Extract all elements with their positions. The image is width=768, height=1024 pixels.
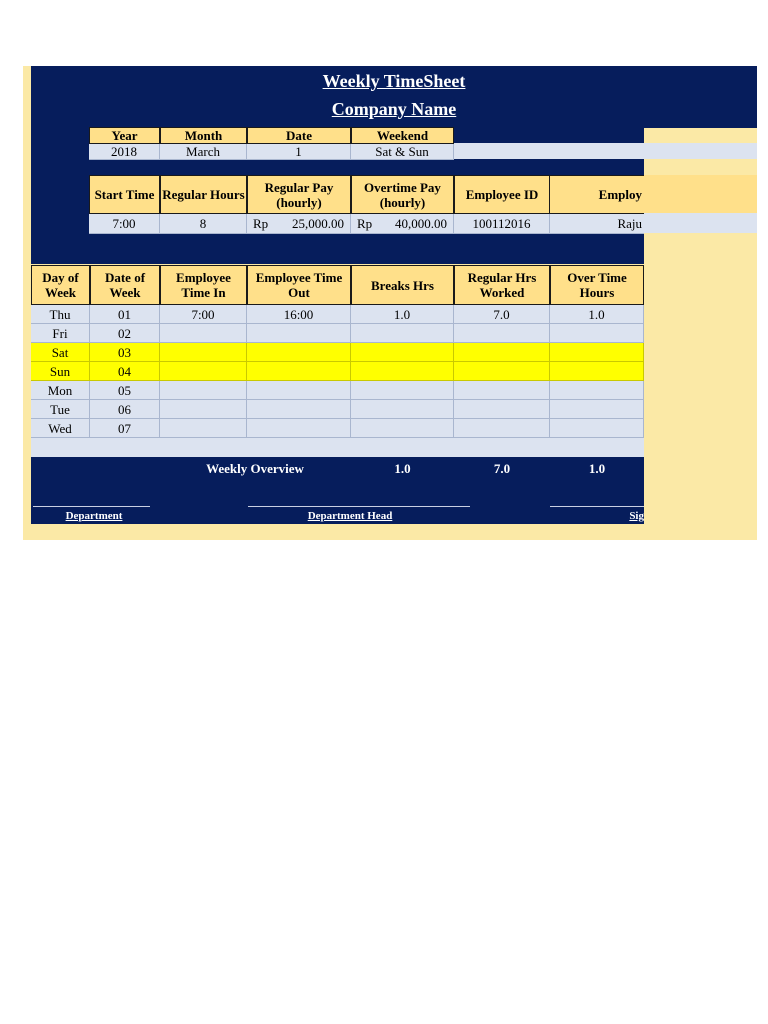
log-cell-overtime[interactable] xyxy=(550,419,644,438)
log-blank-row xyxy=(31,438,644,457)
employee-value-filler xyxy=(644,213,757,233)
date-value[interactable]: 1 xyxy=(247,144,351,160)
log-cell-regular[interactable] xyxy=(454,343,550,362)
log-cell-out[interactable] xyxy=(247,362,351,381)
log-cell-regular[interactable] xyxy=(454,381,550,400)
period-header-year: Year xyxy=(89,127,160,144)
log-cell-regular[interactable] xyxy=(454,419,550,438)
log-cell-day: Fri xyxy=(31,324,90,343)
regular-pay-currency: Rp xyxy=(253,216,269,231)
log-cell-out[interactable] xyxy=(247,400,351,419)
log-cell-overtime[interactable] xyxy=(550,400,644,419)
signature-label: Sig xyxy=(629,510,644,522)
log-cell-day: Tue xyxy=(31,400,90,419)
log-cell-day: Thu xyxy=(31,305,90,324)
regular-pay-amount: 25,000.00 xyxy=(292,216,344,231)
log-cell-date: 07 xyxy=(90,419,160,438)
day-of-week-header: Day of Week xyxy=(31,265,90,305)
weekend-value[interactable]: Sat & Sun xyxy=(351,144,454,160)
department-signature-line xyxy=(33,506,150,507)
log-cell-in[interactable] xyxy=(160,343,247,362)
log-cell-in[interactable] xyxy=(160,419,247,438)
company-name: Company Name xyxy=(331,99,457,119)
log-cell-regular[interactable] xyxy=(454,362,550,381)
log-cell-in[interactable]: 7:00 xyxy=(160,305,247,324)
employee-name-header: Employ xyxy=(550,175,644,214)
period-header-date: Date xyxy=(247,127,351,144)
log-cell-in[interactable] xyxy=(160,381,247,400)
log-cell-overtime[interactable] xyxy=(550,324,644,343)
log-cell-day: Sun xyxy=(31,362,90,381)
period-filler xyxy=(454,143,757,159)
log-cell-regular[interactable] xyxy=(454,400,550,419)
month-value[interactable]: March xyxy=(160,144,247,160)
overtime-pay-currency: Rp xyxy=(357,216,373,231)
regular-pay-value[interactable] xyxy=(247,214,351,234)
employee-name-value[interactable]: Raju xyxy=(550,214,644,234)
employee-id-header: Employee ID xyxy=(454,175,550,214)
log-cell-breaks[interactable] xyxy=(351,324,454,343)
log-cell-breaks[interactable] xyxy=(351,343,454,362)
log-cell-out[interactable] xyxy=(247,381,351,400)
regular-hours-header: Regular Hours xyxy=(160,175,247,214)
department-label: Department xyxy=(65,510,123,522)
sheet-title: Weekly TimeSheet xyxy=(322,71,466,91)
overview-regular: 7.0 xyxy=(493,461,511,476)
log-cell-date: 06 xyxy=(90,400,160,419)
signature-line xyxy=(550,506,644,507)
log-cell-overtime[interactable] xyxy=(550,343,644,362)
log-cell-date: 01 xyxy=(90,305,160,324)
log-cell-regular[interactable] xyxy=(454,324,550,343)
log-cell-breaks[interactable] xyxy=(351,362,454,381)
department-head-signature-line xyxy=(248,506,470,507)
log-cell-in[interactable] xyxy=(160,324,247,343)
time-out-header: Employee Time Out xyxy=(247,265,351,305)
period-header-month: Month xyxy=(160,127,247,144)
log-cell-day: Sat xyxy=(31,343,90,362)
time-in-header: Employee Time In xyxy=(160,265,247,305)
regular-pay-header: Regular Pay (hourly) xyxy=(247,175,351,214)
employee-header-filler xyxy=(644,175,757,213)
regular-hours-value[interactable]: 8 xyxy=(160,214,247,234)
overtime-pay-header: Overtime Pay (hourly) xyxy=(351,175,454,214)
regular-worked-header: Regular Hrs Worked xyxy=(454,265,550,305)
overtime-pay-value[interactable] xyxy=(351,214,454,234)
breaks-header: Breaks Hrs xyxy=(351,265,454,305)
start-time-header: Start Time xyxy=(89,175,160,214)
log-cell-regular[interactable]: 7.0 xyxy=(454,305,550,324)
department-head-label: Department Head xyxy=(307,510,393,522)
log-cell-overtime[interactable] xyxy=(550,362,644,381)
date-of-week-header: Date of Week xyxy=(90,265,160,305)
overview-breaks: 1.0 xyxy=(394,461,411,476)
year-value[interactable]: 2018 xyxy=(89,144,160,160)
log-cell-date: 05 xyxy=(90,381,160,400)
overtime-pay-amount: 40,000.00 xyxy=(395,216,447,231)
log-cell-overtime[interactable]: 1.0 xyxy=(550,305,644,324)
log-cell-out[interactable] xyxy=(247,419,351,438)
log-cell-out[interactable] xyxy=(247,343,351,362)
log-cell-date: 04 xyxy=(90,362,160,381)
log-cell-in[interactable] xyxy=(160,362,247,381)
employee-id-value[interactable]: 100112016 xyxy=(454,214,550,234)
log-cell-day: Mon xyxy=(31,381,90,400)
log-cell-date: 03 xyxy=(90,343,160,362)
overtime-hours-header: Over Time Hours xyxy=(550,265,644,305)
log-cell-overtime[interactable] xyxy=(550,381,644,400)
start-time-value[interactable]: 7:00 xyxy=(89,214,160,234)
log-cell-breaks[interactable] xyxy=(351,400,454,419)
log-cell-out[interactable] xyxy=(247,324,351,343)
log-cell-breaks[interactable]: 1.0 xyxy=(351,305,454,324)
log-cell-in[interactable] xyxy=(160,400,247,419)
log-cell-date: 02 xyxy=(90,324,160,343)
period-header-weekend: Weekend xyxy=(351,127,454,144)
weekly-overview-label: Weekly Overview xyxy=(206,461,304,476)
log-cell-breaks[interactable] xyxy=(351,381,454,400)
log-cell-breaks[interactable] xyxy=(351,419,454,438)
log-cell-day: Wed xyxy=(31,419,90,438)
overview-overtime: 1.0 xyxy=(588,461,606,476)
log-cell-out[interactable]: 16:00 xyxy=(247,305,351,324)
